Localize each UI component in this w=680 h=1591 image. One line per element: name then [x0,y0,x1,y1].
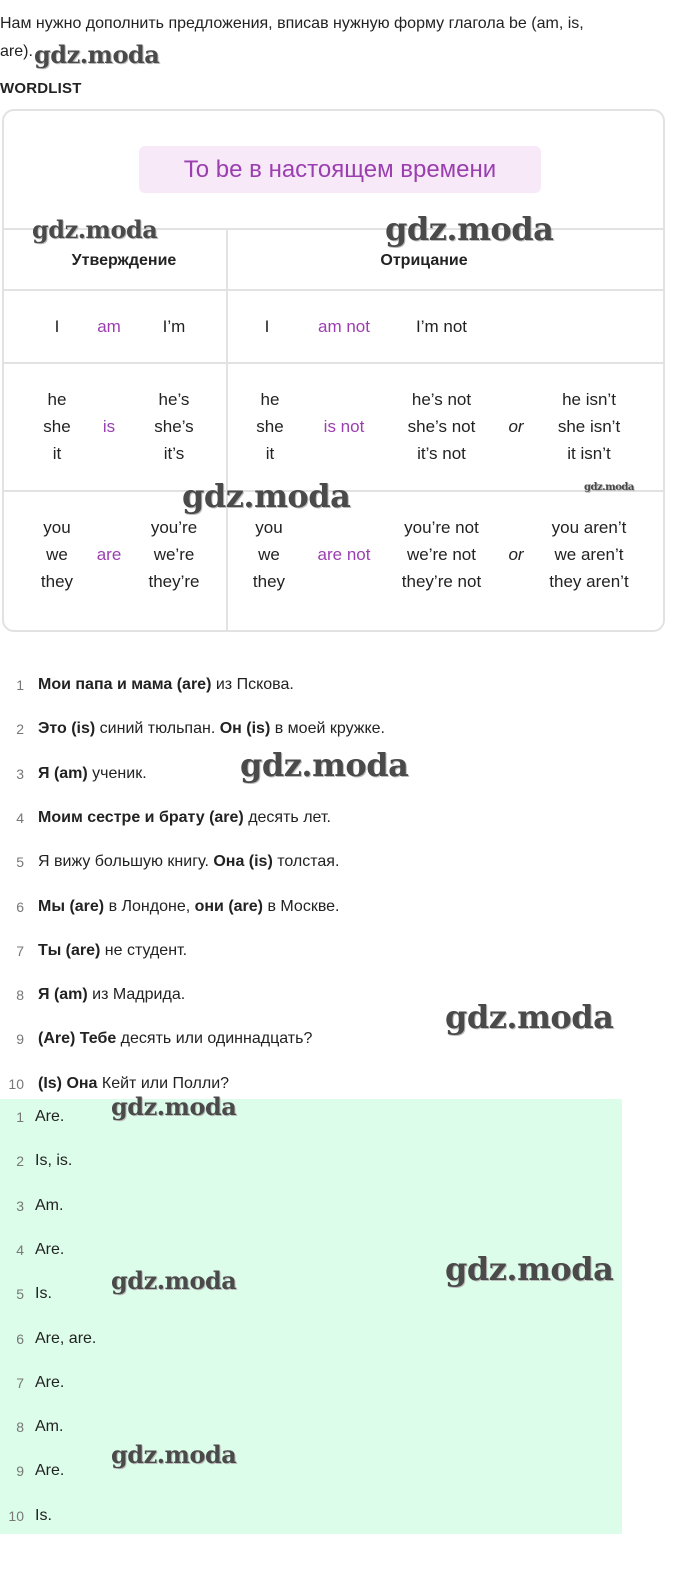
contraction: I’m [162,317,186,336]
pronoun: he [47,390,67,409]
alt-contraction: she isn’t [557,417,621,436]
exercise-number: 7 [16,942,24,959]
answer-item [0,1369,600,1397]
verb-form: are [96,545,122,564]
neg-contraction: we’re not [407,545,476,564]
column-divider [226,230,228,632]
exercise-number: 4 [16,809,24,826]
neg-contraction: they’re not [401,572,482,591]
watermark-logo: gdz.moda [111,1092,237,1121]
neg-contraction: she’s not [407,417,476,436]
answer-item [0,1325,600,1353]
exercise-text: Мы (are) в Лондоне, они (are) в Москве. [38,897,340,915]
answer-number: 5 [16,1286,24,1303]
exercise-item [0,671,660,699]
answer-text: Are, are. [35,1329,97,1347]
watermark-logo: gdz.moda [182,477,351,515]
pronoun: you [43,518,71,537]
pronoun: we [46,545,68,564]
contraction: we’re [153,545,195,564]
answer-text: Are. [35,1108,65,1125]
neg-pronoun: I [264,317,270,336]
neg-pronoun: we [258,545,280,564]
verb-form: am [97,317,121,336]
alt-contraction: it isn’t [567,444,611,463]
contraction: he’s [158,390,190,409]
watermark-logo: gdz.moda [32,215,158,244]
answer-number: 6 [16,1330,24,1347]
neg-contraction: he’s not [411,390,472,409]
watermark-logo: gdz.moda [445,998,614,1036]
header-affirmative: Утверждение [71,252,177,269]
answer-text: Is, is. [35,1152,73,1170]
watermark-logo: gdz.moda [445,1250,614,1288]
watermark-logo: gdz.moda [111,1266,237,1295]
pronoun: I [54,317,60,336]
neg-verb-form: am not [318,317,370,336]
answer-text: Is. [35,1285,52,1303]
exercise-number: 10 [8,1075,24,1092]
neg-pronoun: she [256,417,284,436]
watermark-logo: gdz.moda [34,40,160,69]
verb-form: is [102,417,116,436]
answer-text: Are. [35,1462,65,1480]
exercise-number: 6 [16,898,24,915]
exercise-text: Ты (are) не студент. [38,941,188,959]
watermark-logo: gdz.moda [240,746,409,784]
divider [4,362,665,364]
answer-number: 3 [16,1197,24,1214]
or-word: or [508,417,524,436]
exercise-number: 3 [16,765,24,782]
alt-contraction: they aren’t [549,572,629,591]
watermark-logo: gdz.moda [111,1440,237,1469]
alt-contraction: we aren’t [554,545,624,564]
answer-number: 2 [16,1153,24,1170]
to-be-table [2,109,665,632]
exercise-text: Мои папа и мама (are) из Пскова. [38,676,294,693]
pronoun: she [43,417,71,436]
exercise-item [0,848,660,876]
exercise-item [0,1070,660,1098]
neg-contraction: it’s not [417,444,466,463]
neg-verb-form: is not [323,417,365,436]
watermark-logo: gdz.moda [584,482,634,493]
answer-item [0,1192,600,1220]
answers-panel [0,1099,622,1534]
answer-text: Am. [35,1196,64,1214]
answer-number: 8 [16,1419,24,1436]
exercise-item [0,804,660,832]
neg-verb-form: are not [317,545,371,564]
answer-item [0,1413,600,1441]
neg-contraction: you’re not [404,518,479,537]
exercise-number: 5 [16,854,24,871]
answer-number: 1 [16,1109,24,1125]
exercise-item [0,937,660,965]
neg-pronoun: he [260,390,280,409]
exercise-text: Я вижу большую книгу. Она (is) толстая. [38,853,340,871]
neg-contraction: I’m not [415,317,468,336]
divider [4,289,665,291]
pronoun: they [40,572,74,591]
contraction: you’re [150,518,198,537]
exercise-number: 9 [16,1031,24,1048]
neg-pronoun: you [255,518,283,537]
watermark-logo: gdz.moda [385,210,554,248]
exercise-text: Это (is) синий тюльпан. Он (is) в моей кружке. [38,720,385,738]
contraction: they’re [148,572,200,591]
exercise-item [0,715,660,743]
intro-line-1: Нам нужно дополнить предложения, вписав нужную форму глагола be (am, is, [0,15,584,32]
contraction: she’s [154,417,194,436]
exercise-number: 1 [16,677,24,693]
contraction: it’s [163,444,185,463]
answer-number: 9 [16,1463,24,1480]
or-word: or [508,545,524,564]
exercise-text: Я (am) из Мадрида. [38,986,186,1004]
wordlist-label[interactable]: WORDLIST [0,80,82,97]
answer-item [0,1147,600,1175]
exercise-text: (Are) Тебе десять или одиннадцать? [38,1030,313,1048]
neg-pronoun: it [265,444,275,463]
answer-number: 4 [16,1241,24,1258]
alt-contraction: you aren’t [551,518,627,537]
exercise-number: 8 [16,987,24,1004]
pronoun: it [52,444,62,463]
answer-text: Are. [35,1373,65,1391]
table-title: To be в настоящем времени [139,146,541,193]
answer-item [0,1457,600,1485]
answer-number: 10 [8,1507,24,1524]
intro-line-2: are). [0,43,33,60]
answer-item [0,1502,600,1530]
exercise-item [0,893,660,921]
exercise-text: Я (am) ученик. [38,764,147,782]
exercise-text: (Is) Она Кейт или Полли? [38,1074,230,1092]
neg-pronoun: they [252,572,286,591]
alt-contraction: he isn’t [562,390,616,409]
answer-text: Are. [35,1240,65,1258]
exercise-text: Моим сестре и брату (are) десять лет. [38,808,331,826]
answer-number: 7 [16,1374,24,1391]
header-negative: Отрицание [380,252,468,269]
answer-item [0,1103,600,1131]
answer-text: Is. [35,1506,52,1524]
exercise-number: 2 [16,721,24,738]
answer-text: Am. [35,1418,64,1436]
